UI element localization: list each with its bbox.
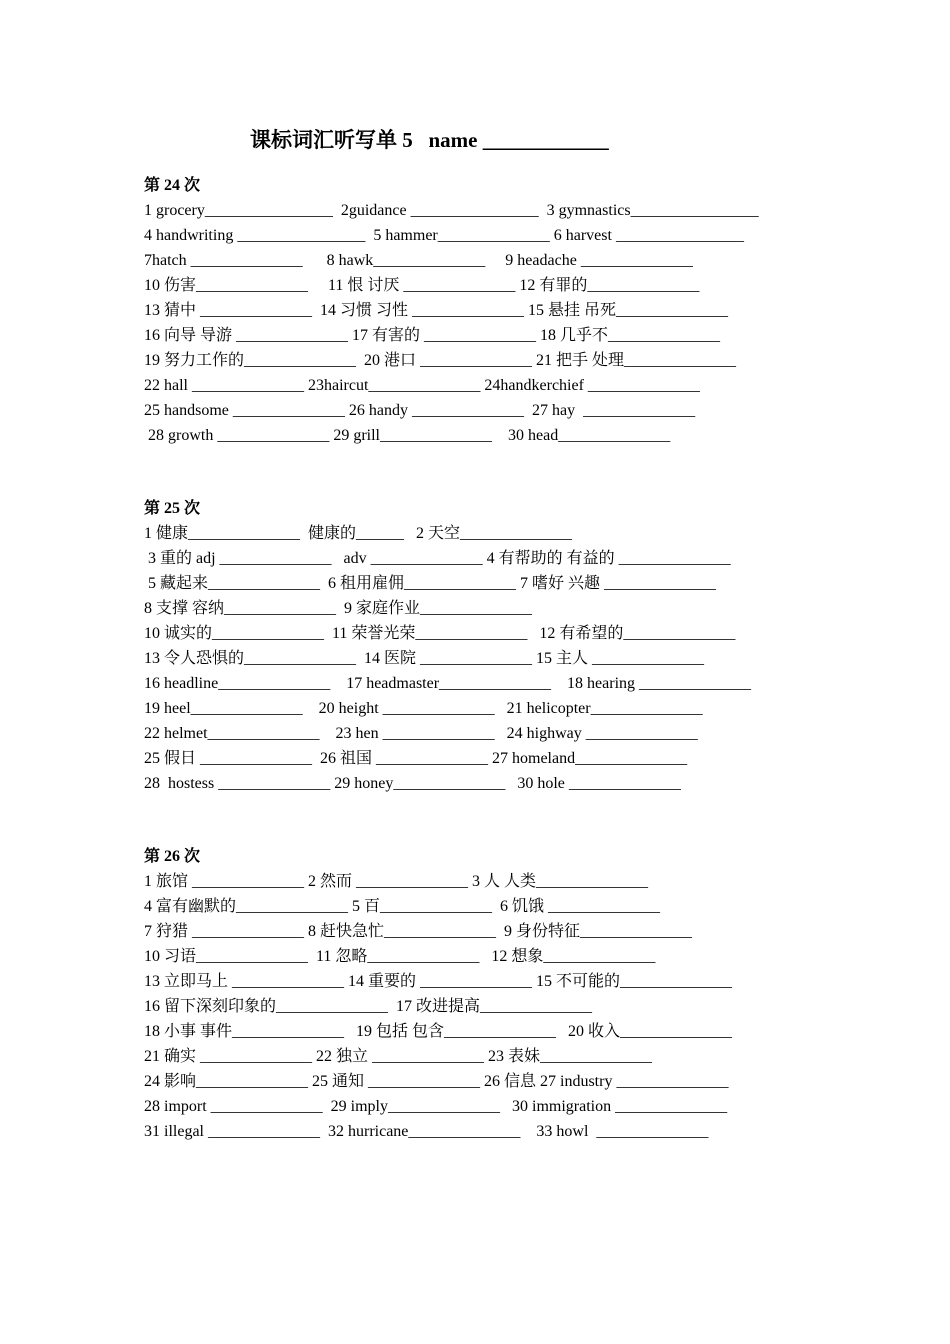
dictation-line: 28 import ______________ 29 imply______________ 30 immigration ______________ [144,1098,728,1115]
dictation-line: 13 猜中 ______________ 14 习惯 习性 ______________ 15 悬挂 吊死______________ [144,302,729,319]
dictation-line: 4 handwriting ________________ 5 hammer______________ 6 harvest ________________ [144,227,744,244]
dictation-line: 19 努力工作的______________ 20 港口 ______________ 21 把手 处理______________ [144,352,737,369]
dictation-line: 31 illegal ______________ 32 hurricane______________ 33 howl ______________ [144,1123,709,1140]
dictation-line: 21 确实 ______________ 22 独立 ______________ 23 表妹______________ [144,1048,653,1065]
dictation-line: 16 留下深刻印象的______________ 17 改进提高______________ [144,998,593,1015]
dictation-line: 13 令人恐惧的______________ 14 医院 ______________ 15 主人 ______________ [144,650,705,667]
dictation-line: 4 富有幽默的______________ 5 百______________ 6 饥饿 ______________ [144,898,661,915]
dictation-line: 16 向导 导游 ______________ 17 有害的 ______________ 18 几乎不______________ [144,327,721,344]
dictation-line: 1 旅馆 ______________ 2 然而 ______________ 3 人 人类______________ [144,873,649,890]
dictation-line: 22 helmet______________ 23 hen ______________ 24 highway ______________ [144,725,698,742]
dictation-line: 10 习语______________ 11 忽略______________ 12 想象______________ [144,948,656,965]
section-heading: 第 25 次 [144,500,201,517]
dictation-line: 7hatch ______________ 8 hawk______________ 9 headache ______________ [144,252,693,269]
dictation-line: 8 支撑 容纳______________ 9 家庭作业______________ [144,600,533,617]
dictation-line: 25 handsome ______________ 26 handy ______________ 27 hay ______________ [144,402,696,419]
section-heading: 第 26 次 [144,848,201,865]
dictation-line: 10 伤害______________ 11 恨 讨厌 ______________ 12 有罪的______________ [144,277,700,294]
dictation-line: 5 藏起来______________ 6 租用雇佣______________ 7 嗜好 兴趣 ______________ [144,575,717,592]
dictation-line: 13 立即马上 ______________ 14 重要的 ______________ 15 不可能的______________ [144,973,733,990]
dictation-line: 10 诚实的______________ 11 荣誉光荣______________ 12 有希望的______________ [144,625,736,642]
section-heading: 第 24 次 [144,177,201,194]
page-title: 课标词汇听写单 5 name ____________ [250,128,609,152]
dictation-line: 19 heel______________ 20 height ______________ 21 helicopter______________ [144,700,703,717]
section-24 [144,177,759,452]
dictation-line: 28 growth ______________ 29 grill______________ 30 head______________ [144,427,671,444]
dictation-line: 25 假日 ______________ 26 祖国 ______________ 27 homeland______________ [144,750,688,767]
dictation-line: 22 hall ______________ 23haircut______________ 24handkerchief ______________ [144,377,700,394]
dictation-line: 3 重的 adj ______________ adv ______________ 4 有帮助的 有益的 ______________ [144,550,731,567]
dictation-line: 18 小事 事件______________ 19 包括 包含______________ 20 收入______________ [144,1023,733,1040]
section-25 [144,500,751,800]
dictation-line: 24 影响______________ 25 通知 ______________ 26 信息 27 industry ______________ [144,1073,729,1090]
dictation-line: 1 grocery________________ 2guidance ________________ 3 gymnastics________________ [144,202,759,219]
dictation-line: 1 健康______________ 健康的______ 2 天空______________ [144,525,573,542]
dictation-line: 7 狩猎 ______________ 8 赶快急忙______________ 9 身份特征______________ [144,923,693,940]
section-26 [144,848,732,1148]
dictation-line: 28 hostess ______________ 29 honey______________ 30 hole ______________ [144,775,681,792]
dictation-line: 16 headline______________ 17 headmaster______________ 18 hearing ______________ [144,675,752,692]
